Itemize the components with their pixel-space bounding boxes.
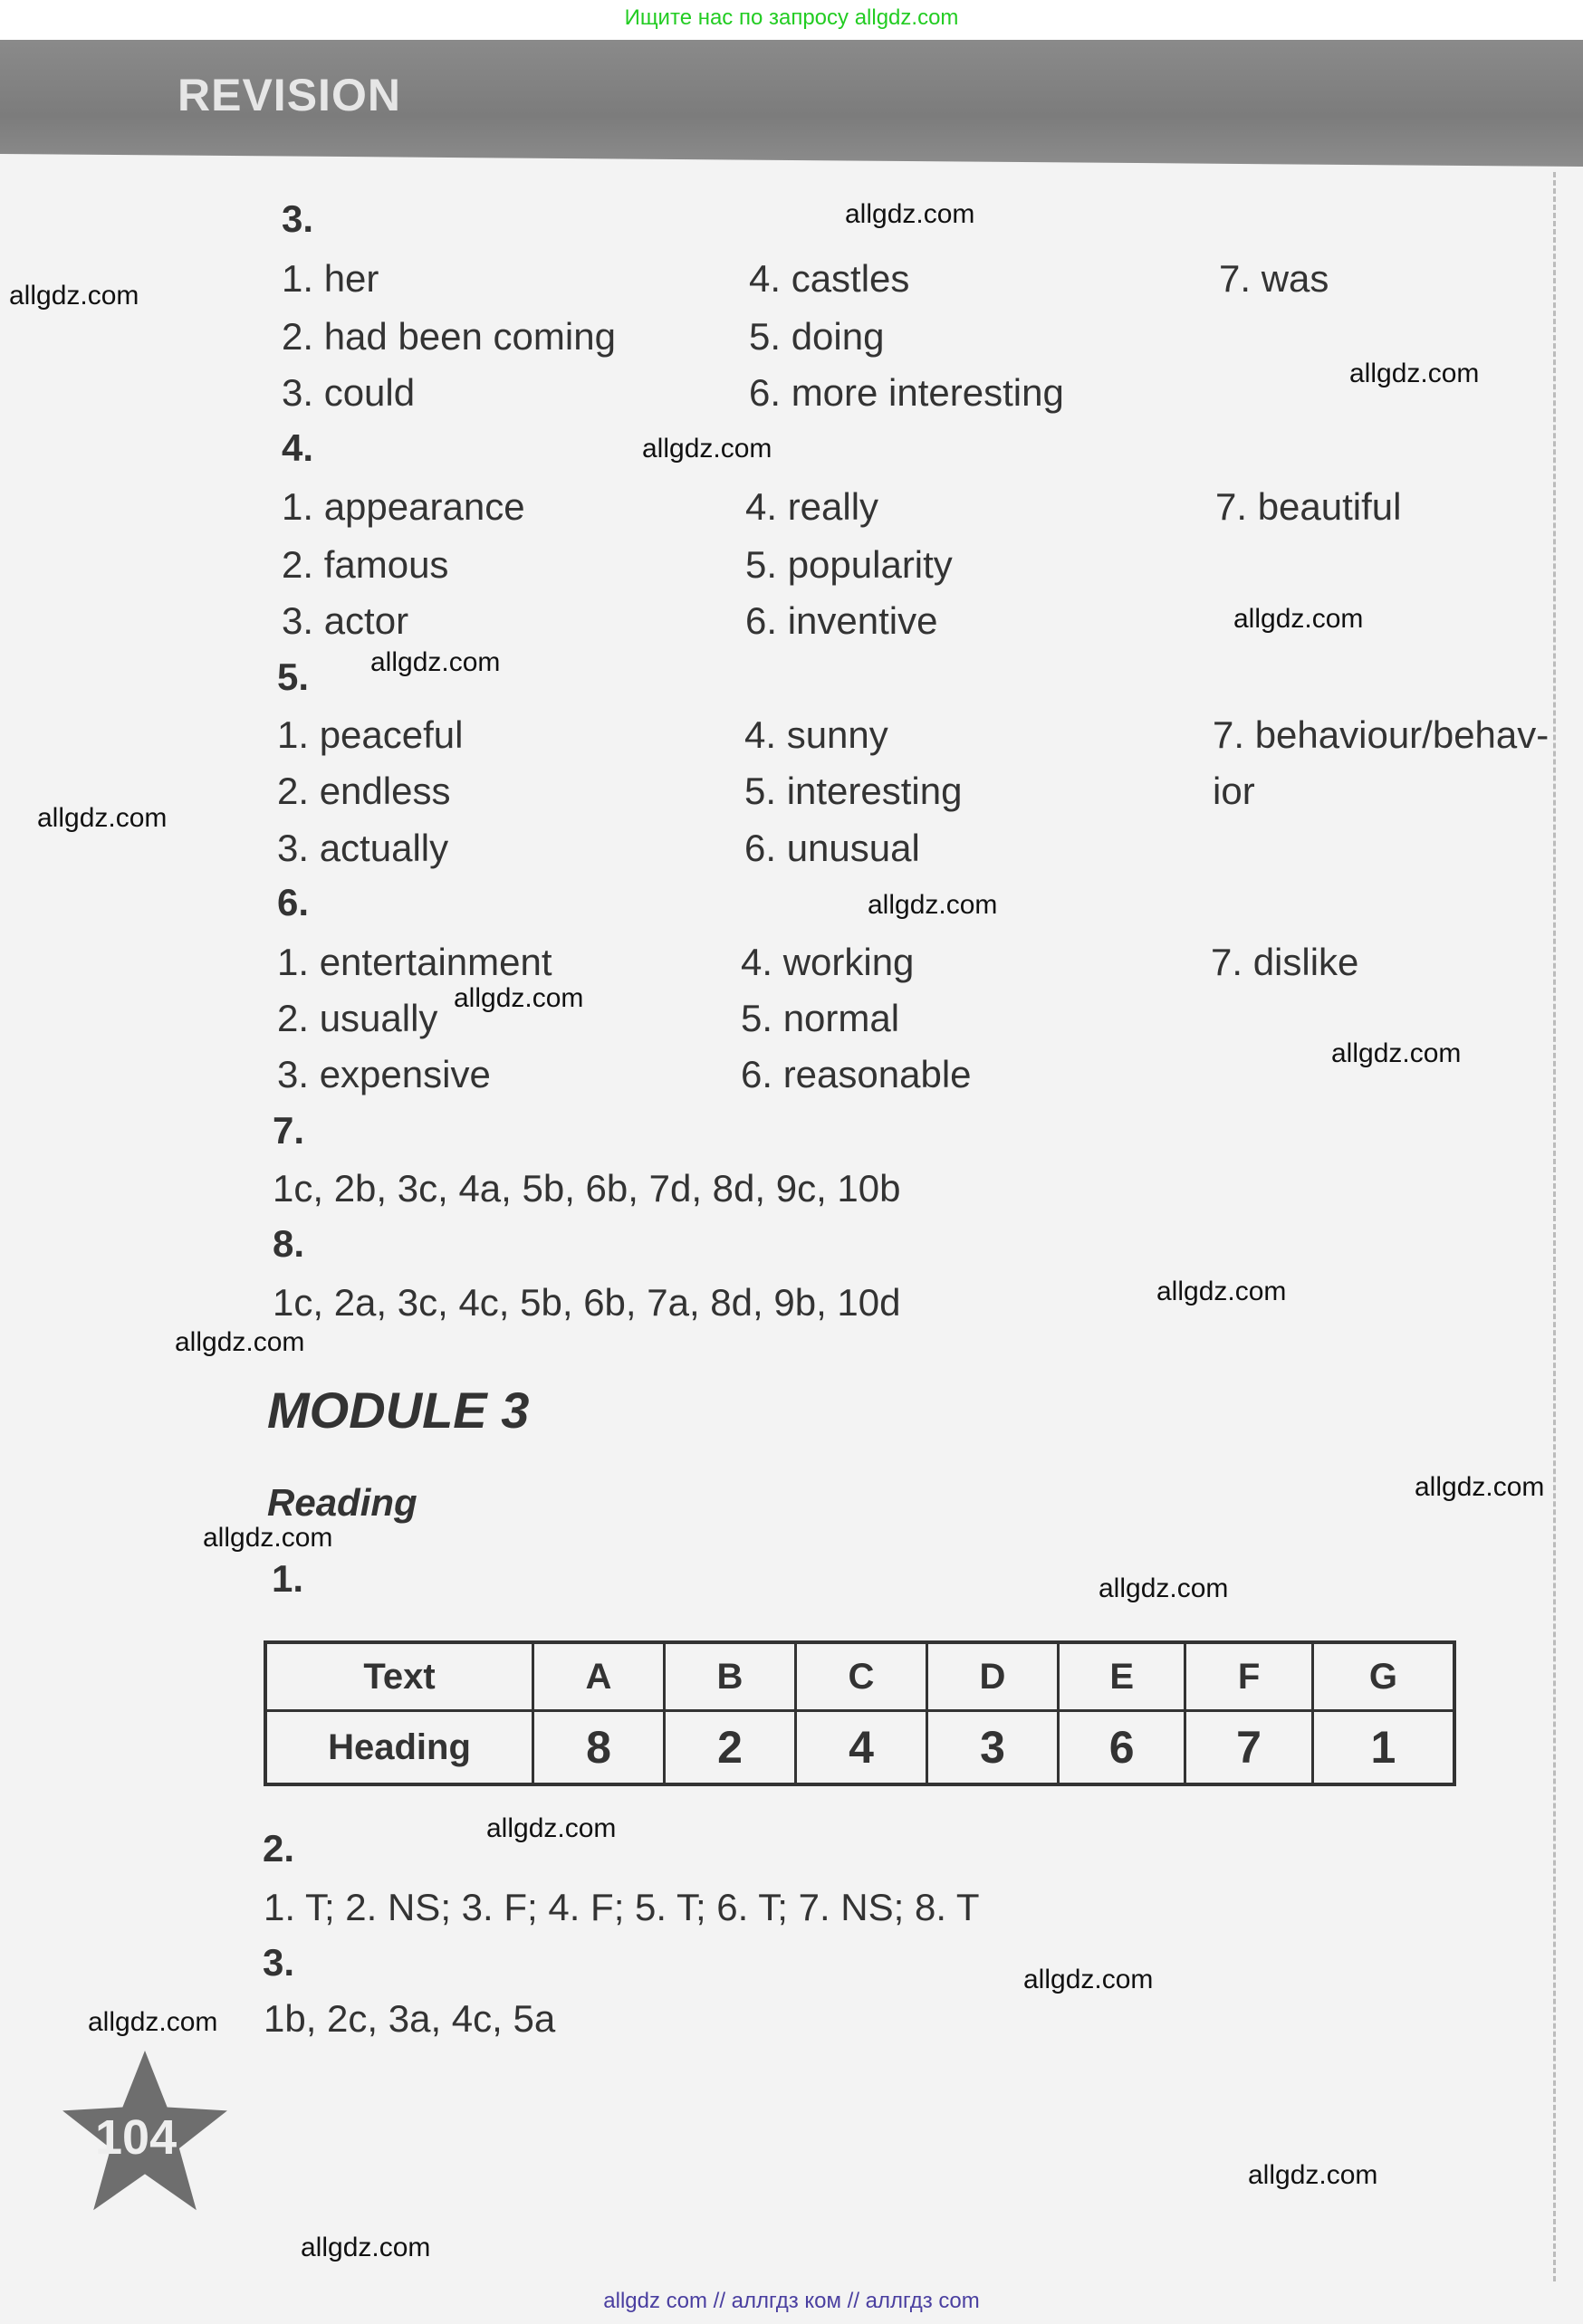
answer-item: 7. was — [1219, 257, 1329, 300]
answer-item: ior — [1213, 770, 1255, 812]
answer-item: 3. expensive — [277, 1053, 491, 1095]
top-note-link[interactable]: Ищите нас по запросу allgdz.com — [624, 5, 959, 30]
page-number: 104 — [95, 2110, 177, 2165]
watermark-link[interactable]: allgdz.com — [1331, 1038, 1462, 1068]
watermark-link[interactable]: allgdz.com — [37, 803, 168, 833]
exercise-number: 3. — [282, 197, 314, 240]
table-header-row — [265, 1642, 1454, 1711]
answer-item: 2. had been coming — [282, 315, 616, 358]
answer-item: 6. inventive — [745, 599, 938, 642]
answer-item: 4. sunny — [744, 713, 888, 756]
section-subtitle: Reading — [267, 1481, 417, 1524]
watermark-link[interactable]: allgdz.com — [1415, 1472, 1545, 1502]
answer-item: 2. usually — [277, 997, 438, 1039]
answer-item: 1. entertainment — [277, 941, 552, 983]
answer-item: 2. endless — [277, 770, 451, 812]
table-cell: A — [533, 1642, 665, 1711]
answer-item: 1. peaceful — [277, 713, 464, 756]
table-cell: 3 — [927, 1711, 1059, 1785]
answer-item: 7. dislike — [1211, 941, 1359, 983]
watermark-link[interactable]: allgdz.com — [1156, 1277, 1287, 1306]
watermark-link[interactable]: allgdz.com — [1099, 1573, 1229, 1603]
exercise-number: 4. — [282, 426, 314, 469]
exercise-number: 6. — [277, 881, 310, 923]
answer-table — [264, 1640, 1456, 1786]
table-cell: 7 — [1185, 1711, 1312, 1785]
answer-line: 1. T; 2. NS; 3. F; 4. F; 5. T; 6. T; 7. NS; 8. T — [264, 1886, 980, 1928]
answer-line: 1b, 2c, 3a, 4c, 5a — [264, 1997, 556, 2040]
answer-item: 5. interesting — [744, 770, 963, 812]
answer-item: 1. her — [282, 257, 379, 300]
answer-item: 7. beautiful — [1215, 485, 1402, 528]
answer-item: 6. reasonable — [741, 1053, 972, 1095]
watermark-link[interactable]: allgdz.com — [1023, 1965, 1154, 1994]
answer-item: 2. famous — [282, 543, 449, 586]
table-cell: C — [796, 1642, 927, 1711]
watermark-link[interactable]: allgdz.com — [845, 199, 975, 229]
answer-item: 3. actually — [277, 827, 449, 869]
table-cell: 2 — [665, 1711, 796, 1785]
answer-item: 4. castles — [749, 257, 910, 300]
exercise-number: 5. — [277, 655, 310, 698]
page-edge — [1550, 172, 1556, 2281]
table-cell: E — [1059, 1642, 1185, 1711]
answer-item: 5. doing — [749, 315, 885, 358]
exercise-number: 8. — [273, 1222, 305, 1265]
answer-item: 4. working — [741, 941, 915, 983]
watermark-link[interactable]: allgdz.com — [868, 890, 998, 920]
table-cell: Text — [265, 1642, 533, 1711]
watermark-link[interactable]: allgdz.com — [9, 281, 139, 311]
answer-line: 1c, 2b, 3c, 4a, 5b, 6b, 7d, 8d, 9c, 10b — [273, 1167, 901, 1210]
answer-item: 5. popularity — [745, 543, 953, 586]
table-cell: 1 — [1312, 1711, 1454, 1785]
table-row — [265, 1711, 1454, 1785]
answer-item: 6. more interesting — [749, 371, 1064, 414]
answer-item: 3. actor — [282, 599, 409, 642]
table-cell: D — [927, 1642, 1059, 1711]
answer-line: 1c, 2a, 3c, 4c, 5b, 6b, 7a, 8d, 9b, 10d — [273, 1281, 901, 1324]
answer-item: 4. really — [745, 485, 879, 528]
table-cell: G — [1312, 1642, 1454, 1711]
watermark-link[interactable]: allgdz.com — [301, 2233, 431, 2262]
table-cell: 4 — [796, 1711, 927, 1785]
watermark-link[interactable]: allgdz.com — [642, 434, 772, 464]
watermark-link[interactable]: allgdz.com — [486, 1813, 617, 1843]
exercise-number: 2. — [263, 1827, 295, 1870]
answer-item: 5. normal — [741, 997, 900, 1039]
table-cell: 8 — [533, 1711, 665, 1785]
table-cell: B — [665, 1642, 796, 1711]
watermark-link[interactable]: allgdz.com — [88, 2007, 218, 2037]
table-cell: 6 — [1059, 1711, 1185, 1785]
table-cell: Heading — [265, 1711, 533, 1785]
watermark-link[interactable]: allgdz.com — [1349, 359, 1480, 388]
answer-item: 6. unusual — [744, 827, 920, 869]
page-title: REVISION — [177, 70, 401, 120]
answer-item: 3. could — [282, 371, 416, 414]
footer-links[interactable]: allgdz com // аллгдз ком // аллгдз com — [603, 2289, 980, 2313]
answer-item: 7. behaviour/behav- — [1213, 713, 1549, 756]
watermark-link[interactable]: allgdz.com — [1248, 2160, 1378, 2190]
watermark-link[interactable]: allgdz.com — [1233, 604, 1364, 634]
watermark-link[interactable]: allgdz.com — [175, 1327, 305, 1357]
answer-item: 1. appearance — [282, 485, 525, 528]
table-cell: F — [1185, 1642, 1312, 1711]
exercise-number: 1. — [272, 1557, 304, 1600]
exercise-number: 7. — [273, 1109, 305, 1152]
module-title: MODULE 3 — [267, 1382, 530, 1439]
watermark-link[interactable]: allgdz.com — [454, 983, 584, 1013]
exercise-number: 3. — [263, 1941, 295, 1984]
watermark-link[interactable]: allgdz.com — [370, 647, 501, 677]
watermark-link[interactable]: allgdz.com — [203, 1523, 333, 1553]
